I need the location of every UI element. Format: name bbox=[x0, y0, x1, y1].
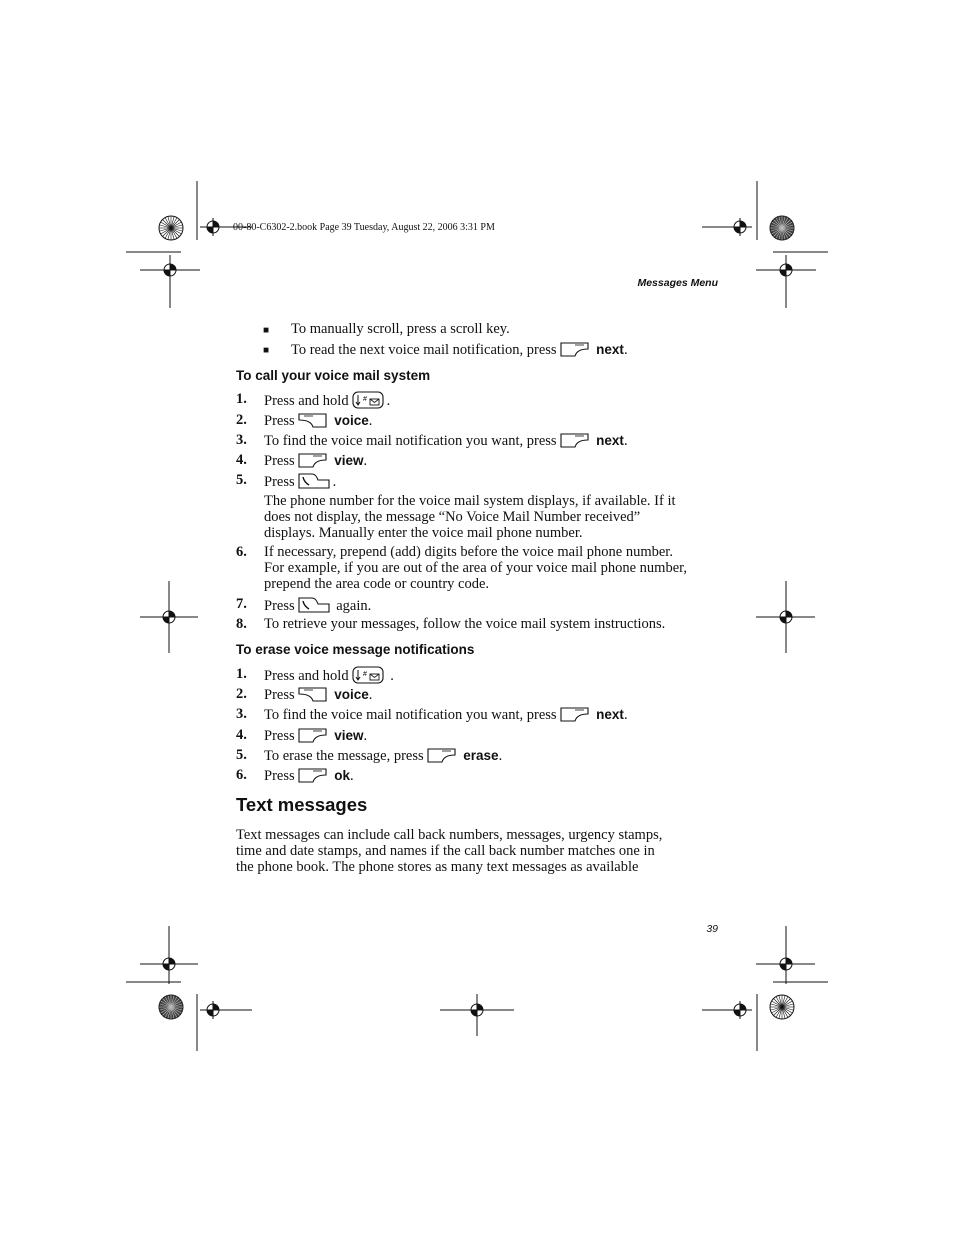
step-item bbox=[0, 767, 954, 785]
step-number: 3. bbox=[236, 432, 247, 448]
running-header: Messages Menu bbox=[637, 277, 718, 289]
send-key-icon bbox=[298, 472, 330, 494]
right-softkey-icon bbox=[298, 727, 328, 748]
bullet-text-main: To read the next voice mail notification, press bbox=[291, 342, 557, 358]
body-paragraph bbox=[236, 827, 726, 875]
step-item bbox=[0, 747, 954, 765]
step-item bbox=[0, 616, 954, 634]
step-text: Press view. bbox=[264, 452, 367, 473]
message-key-icon bbox=[352, 666, 384, 688]
svg-text:#: # bbox=[362, 671, 367, 678]
right-softkey-icon bbox=[560, 706, 590, 727]
bullet-item bbox=[0, 321, 954, 337]
softkey-label: voice bbox=[334, 413, 369, 428]
step-number: 5. bbox=[236, 747, 247, 763]
step-text: Press voice. bbox=[264, 412, 372, 433]
step-text: Press voice. bbox=[264, 686, 372, 707]
paragraph-line: time and date stamps, and names if the call back number matches one in bbox=[236, 843, 655, 859]
step-number: 6. bbox=[236, 544, 247, 560]
step-text-main: Press bbox=[264, 598, 295, 614]
step-text: Press and hold # . bbox=[264, 666, 394, 688]
step-number: 6. bbox=[236, 767, 247, 783]
book-info-line: 00-80-C6302-2.book Page 39 Tuesday, August 22, 2006 3:31 PM bbox=[233, 222, 495, 233]
message-key-icon bbox=[352, 391, 384, 413]
step-item bbox=[0, 686, 954, 704]
softkey-label: next bbox=[596, 342, 624, 357]
step-item bbox=[0, 666, 954, 684]
right-softkey-icon bbox=[427, 747, 457, 768]
step-text-main: Press bbox=[264, 768, 295, 784]
softkey-label: view bbox=[334, 728, 364, 743]
step-text: To retrieve your messages, follow the voice mail system instructions. bbox=[264, 616, 666, 632]
step-text: If necessary, prepend (add) digits before the voice mail phone number. bbox=[264, 544, 673, 560]
step-text: To find the voice mail notification you want, press next. bbox=[264, 432, 628, 453]
step-item bbox=[0, 727, 954, 745]
step-text: Press view. bbox=[264, 727, 367, 748]
step-text-main: To find the voice mail notification you want, press bbox=[264, 433, 557, 449]
step-item bbox=[0, 544, 954, 592]
section-title: To call your voice mail system bbox=[236, 368, 431, 383]
step-text: prepend the area code or country code. bbox=[264, 576, 490, 592]
bullet-marker: ■ bbox=[263, 345, 270, 356]
step-number: 2. bbox=[236, 412, 247, 428]
step-item bbox=[0, 391, 954, 409]
step-text: Press . bbox=[264, 472, 336, 494]
softkey-label: next bbox=[596, 707, 624, 722]
left-softkey-icon bbox=[298, 686, 328, 707]
step-text-after: again. bbox=[336, 598, 372, 614]
bullet-marker: ■ bbox=[263, 325, 270, 336]
step-text: To find the voice mail notification you want, press next. bbox=[264, 706, 628, 727]
step-number: 5. bbox=[236, 472, 247, 488]
step-text-main: Press and hold bbox=[264, 668, 349, 684]
right-softkey-icon bbox=[560, 432, 590, 453]
bullet-item bbox=[0, 341, 954, 359]
step-text-main: Press and hold bbox=[264, 393, 349, 409]
step-number: 4. bbox=[236, 727, 247, 743]
step-text-main: To erase the message, press bbox=[264, 748, 424, 764]
step-number: 7. bbox=[236, 596, 247, 612]
paragraph-line: the phone book. The phone stores as many text messages as available bbox=[236, 859, 639, 875]
step-text bbox=[264, 596, 371, 618]
softkey-label: ok bbox=[334, 768, 351, 783]
right-softkey-icon bbox=[298, 452, 328, 473]
step-item bbox=[0, 706, 954, 724]
step-number: 4. bbox=[236, 452, 247, 468]
step-number: 1. bbox=[236, 391, 247, 407]
step-text-main: Press bbox=[264, 474, 295, 490]
step-item bbox=[0, 432, 954, 450]
step-text: For example, if you are out of the area of your voice mail phone number, bbox=[264, 560, 687, 576]
step-note-line: displays. Manually enter the voice mail phone number. bbox=[264, 525, 583, 541]
step-text-main: Press bbox=[264, 453, 295, 469]
bullet-text: To manually scroll, press a scroll key. bbox=[291, 321, 510, 337]
bullet-text: To read the next voice mail notification, press next. bbox=[291, 341, 628, 362]
step-text-main: Press bbox=[264, 728, 295, 744]
step-text: To erase the message, press erase. bbox=[264, 747, 502, 768]
section-heading: Text messages bbox=[236, 794, 368, 815]
right-softkey-icon bbox=[298, 767, 328, 788]
step-number: 8. bbox=[236, 616, 247, 632]
softkey-label: next bbox=[596, 433, 624, 448]
step-text-main: To find the voice mail notification you want, press bbox=[264, 707, 557, 723]
softkey-label: erase bbox=[463, 748, 499, 763]
step-item bbox=[0, 596, 954, 614]
softkey-label: view bbox=[334, 453, 364, 468]
left-softkey-icon bbox=[298, 412, 328, 433]
step-text: Press and hold # . bbox=[264, 391, 390, 413]
softkey-label: voice bbox=[334, 687, 369, 702]
step-note-line: does not display, the message “No Voice Mail Number received” bbox=[264, 509, 641, 525]
step-text-main: Press bbox=[264, 413, 295, 429]
step-text: Press ok. bbox=[264, 767, 354, 788]
step-text-main: Press bbox=[264, 687, 295, 703]
send-key-icon bbox=[298, 596, 330, 618]
step-number: 2. bbox=[236, 686, 247, 702]
right-softkey-icon bbox=[560, 341, 590, 362]
section-title: To erase voice message notifications bbox=[236, 642, 475, 657]
step-item bbox=[0, 452, 954, 470]
svg-text:#: # bbox=[362, 396, 367, 403]
paragraph-line: Text messages can include call back numbers, messages, urgency stamps, bbox=[236, 827, 663, 843]
step-number: 3. bbox=[236, 706, 247, 722]
step-number: 1. bbox=[236, 666, 247, 682]
step-item bbox=[0, 472, 954, 490]
step-item bbox=[0, 412, 954, 430]
page-number: 39 bbox=[706, 923, 718, 935]
step-note-line: The phone number for the voice mail system displays, if available. If it bbox=[264, 493, 676, 509]
